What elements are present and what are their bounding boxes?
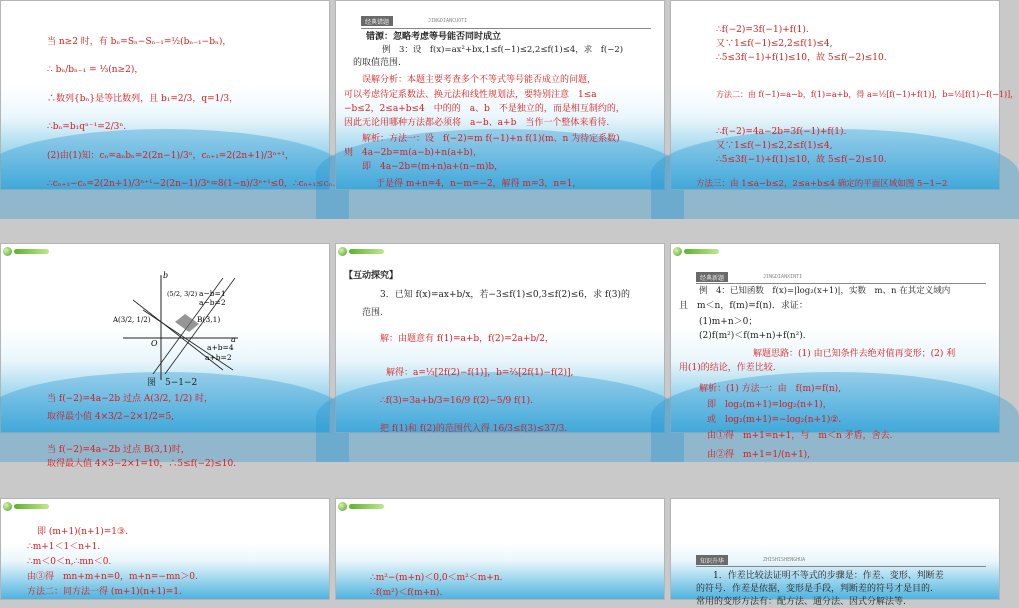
graph-label: (5/2, 3/2) bbox=[167, 290, 198, 298]
section-tag: 【互动探究】 bbox=[344, 271, 399, 281]
slide-1[interactable] bbox=[0, 0, 336, 190]
slide-background-wave bbox=[316, 372, 684, 462]
text-line: 例 4：已知函数 f(x)=|log₂(x+1)|，实数 m、n 在其定义域内 bbox=[699, 286, 951, 296]
text-line: 方法三：由 1≤a−b≤2，2≤a+b≤4 确定的平面区域如图 5−1−2 bbox=[696, 179, 948, 189]
text-line: 又∵1≤f(−1)≤2,2≤f(1)≤4, bbox=[716, 141, 833, 151]
text-line: 例 3：设 f(x)=ax²+bx,1≤f(−1)≤2,2≤f(1)≤4，求 f(−2) bbox=[382, 45, 624, 55]
text-line: (1)m+n＞0； bbox=[699, 317, 758, 327]
text-line: ∴m＜0＜n,∴mn＜0. bbox=[27, 557, 112, 567]
text-line: 解题思路：(1) 由已知条件去绝对值再变形；(2) 利 bbox=[753, 349, 956, 359]
text-line: 当 f(−2)=4a−2b 过点 B(3,1)时， bbox=[47, 445, 190, 455]
text-line: ∴5≤3f(−1)+f(1)≤10，故 5≤f(−2)≤10. bbox=[716, 53, 887, 63]
slide-6[interactable] bbox=[670, 243, 1000, 460]
text-line: 即 (m+1)(n+1)=1③. bbox=[37, 527, 128, 537]
text-line: ∴cₙ₊₁−cₙ=2(2n+1)/3ⁿ⁺¹−2(2n−1)/3ⁿ=8(1−n)/3ⁿ⁺¹≤0，∴cₙ₊₁≤cₙ. bbox=[47, 179, 336, 189]
text-line: 方法二：同方法一得 (m+1)(n+1)=1. bbox=[27, 587, 182, 597]
slide-2[interactable] bbox=[335, 0, 665, 190]
text-line: 解得：a=⅓[2f(2)−f(1)]，b=⅔[2f(1)−f(2)], bbox=[386, 368, 574, 378]
text-line: ∴m²−(m+n)＜0,0＜m²＜m+n. bbox=[370, 573, 503, 583]
region-graph bbox=[113, 270, 243, 385]
text-line: 即 log₂(m+1)=log₂(n+1)， bbox=[707, 400, 832, 410]
text-line: 解析：(1) 方法一：由 f(m)=f(n), bbox=[699, 384, 842, 394]
text-line: 即 4a−2b=(m+n)a+(n−m)b， bbox=[362, 162, 504, 172]
section-tag: 知识升华 bbox=[696, 555, 728, 565]
graph-label: a−b=1 bbox=[199, 289, 226, 298]
graph-label: a+b=4 bbox=[207, 343, 234, 352]
text-line: 由①得 m+1=n+1，与 m＜n 矛盾，舍去. bbox=[707, 431, 893, 441]
text-line: (2)f(m²)＜f(m+n)+f(n²)． bbox=[699, 331, 812, 341]
text-line: 由③得 mn+m+n=0，m+n=−mn＞0. bbox=[27, 572, 198, 582]
text-line: 又∵1≤f(−1)≤2,2≤f(1)≤4, bbox=[716, 39, 833, 49]
graph-label: a−b=2 bbox=[199, 298, 226, 307]
text-line: 由②得 m+1=1/(n+1), bbox=[707, 450, 811, 460]
text-line: −b≤2，2≤a+b≤4 中的的 a、b 不是独立的，而是相互制约的， bbox=[344, 104, 625, 114]
graph-label: b bbox=[163, 271, 169, 280]
text-line: 且 m＜n，f(m)=f(n)．求证： bbox=[679, 301, 808, 311]
section-tag: 经典错题 bbox=[361, 16, 393, 26]
text-line: 当 f(−2)=4a−2b 过点 A(3/2, 1/2) 时， bbox=[47, 394, 213, 404]
text-line: 3．已知 f(x)=ax+b/x，若−3≤f(1)≤0,3≤f(2)≤6，求 f(3)的 bbox=[380, 290, 630, 300]
text-line: 把 f(1)和 f(2)的范围代入得 16/3≤f(3)≤37/3. bbox=[380, 424, 568, 434]
slide-3[interactable] bbox=[670, 0, 1019, 190]
text-line: 或 log₂(m+1)=−log₂(n+1)②. bbox=[707, 415, 842, 425]
text-line: 方法二：由 f(−1)=a−b，f(1)=a+b，得 a=½[f(−1)+f(1)]，b=½[f(1)−f(−1)]， bbox=[716, 90, 1019, 99]
text-line: 误解分析：本题主要考查多个不等式等号能否成立的问题， bbox=[362, 75, 597, 85]
text-line: 常用的变形方法有：配方法、通分法、因式分解法等. bbox=[696, 597, 906, 607]
publisher-logo bbox=[3, 501, 49, 511]
divider bbox=[696, 566, 986, 567]
text-line: 于是得 m+n=4，n−m=−2，解得 m=3，n=1， bbox=[376, 179, 582, 189]
text-line: 的取值范围. bbox=[353, 58, 401, 68]
slide-4[interactable] bbox=[0, 243, 330, 469]
publisher-logo bbox=[338, 501, 384, 511]
text-line: ∴f(m²)＜f(m+n). bbox=[370, 588, 443, 598]
text-line: ∴f(−2)=4a−2b=3f(−1)+f(1). bbox=[716, 127, 847, 137]
slide-background-wave bbox=[0, 129, 349, 219]
text-line: 取得最小值 4×3/2−2×1/2=5, bbox=[47, 412, 175, 422]
text-line: ∴f(−2)=3f(−1)+f(1). bbox=[716, 25, 809, 35]
slide-8[interactable] bbox=[335, 498, 665, 600]
section-tag: 经典新题 bbox=[696, 272, 728, 282]
publisher-logo bbox=[3, 246, 49, 256]
divider bbox=[361, 28, 651, 29]
figure-caption: 图 5−1−2 bbox=[147, 378, 198, 388]
section-tag-pinyin: ZHISHISHENGHUA bbox=[763, 557, 806, 563]
graph-label: B(3,1) bbox=[197, 315, 221, 324]
slide-5[interactable] bbox=[335, 243, 665, 433]
text-line: ∴ bₙ/bₙ₋₁ = ⅓(n≥2)， bbox=[47, 65, 144, 75]
text-line: (2)由(1)知：cₙ=aₙbₙ=2(2n−1)/3ⁿ，cₙ₊₁=2(2n+1)/3ⁿ⁺¹， bbox=[47, 151, 294, 161]
text-line: ∴5≤3f(−1)+f(1)≤10，故 5≤f(−2)≤10. bbox=[716, 155, 887, 165]
text-line: 则 4a−2b=m(a−b)+n(a+b)， bbox=[344, 148, 482, 158]
graph-label: a+b=2 bbox=[205, 353, 232, 362]
text-line: 用(1)的结论，作差比较. bbox=[679, 363, 776, 373]
divider bbox=[696, 283, 986, 284]
text-line: 当 n≥2 时，有 bₙ=Sₙ−Sₙ₋₁=½(bₙ₋₁−bₙ)， bbox=[47, 37, 232, 47]
text-line: 取得最大值 4×3−2×1=10，∴5≤f(−2)≤10. bbox=[47, 459, 237, 469]
slide-9[interactable] bbox=[670, 498, 1000, 607]
text-line: 范围. bbox=[362, 308, 383, 318]
text-line: ∴bₙ=b₁qⁿ⁻¹=2/3ⁿ. bbox=[47, 122, 127, 132]
graph-label: A(3/2, 1/2) bbox=[113, 316, 151, 324]
text-line: ∴f(3)=3a+b/3=16/9 f(2)−5/9 f(1). bbox=[380, 396, 534, 406]
slide-background-wave bbox=[651, 129, 1019, 219]
text-line: 的符号．作差是依据，变形是手段，判断差的符号才是目的. bbox=[696, 584, 933, 594]
text-line: 因此无论用哪种方法都必须将 a−b、a+b 当作一个整体来看待. bbox=[344, 118, 610, 128]
section-tag-pinyin: JINGDIANXINTI bbox=[763, 274, 803, 280]
text-line: 解析：方法一：设 f(−2)=m f(−1)+n f(1)(m、n 为待定系数) bbox=[362, 134, 620, 144]
graph-label: O bbox=[151, 339, 158, 348]
graph-label: a bbox=[231, 335, 236, 344]
text-line: 可以考虑待定系数法、换元法和线性规划法，要特别注意 1≤a bbox=[344, 90, 597, 100]
publisher-logo bbox=[673, 246, 719, 256]
text-line: 解：由题意有 f(1)=a+b，f(2)=2a+b/2， bbox=[380, 334, 554, 344]
text-line: 错源：忽略考虑等号能否同时成立 bbox=[366, 32, 502, 42]
text-line: ∴数列{bₙ}是等比数列，且 b₁=2/3，q=1/3， bbox=[47, 94, 239, 104]
slide-7[interactable] bbox=[0, 498, 330, 600]
section-tag-pinyin: JINGDIANCUOTI bbox=[428, 18, 468, 24]
text-line: ∴m+1＜1＜n+1. bbox=[27, 542, 101, 552]
publisher-logo bbox=[338, 246, 384, 256]
text-line: 1．作差比较法证明不等式的步骤是：作差、变形、判断差 bbox=[713, 571, 944, 581]
